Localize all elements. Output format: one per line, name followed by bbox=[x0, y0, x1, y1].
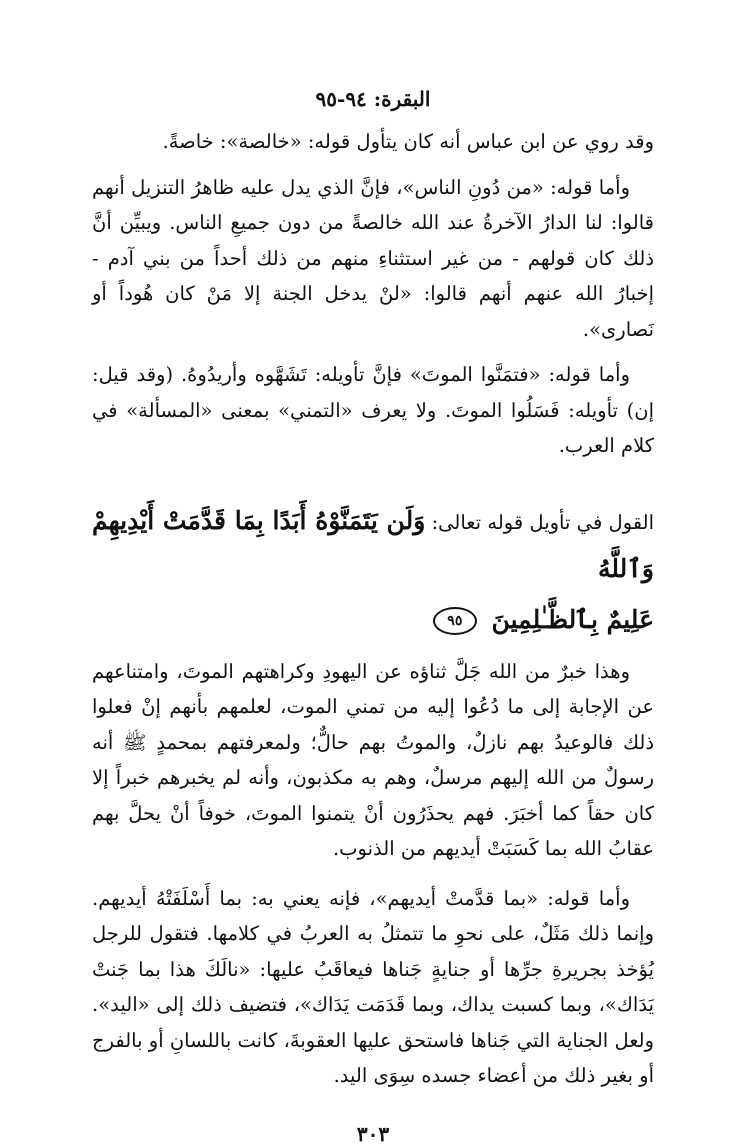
verse-heading-line-1 bbox=[92, 498, 654, 594]
verse-text-part-1: وَلَن يَتَمَنَّوْهُ أَبَدًا بِمَا قَدَّمَتْ أَيْدِيهِمْ وَٱللَّهُ bbox=[92, 505, 654, 583]
book-page bbox=[92, 82, 654, 1146]
paragraph-5: وأما قوله: «بما قدَّمتْ أيديهم»، فإنه يعني به: بما أَسْلَفَتْهُ أيديهم. وإنما ذلك مَثَلٌ، على نحوِ ما تتمثلُ به العربُ في كلامها. فتقول للرجل يُؤخذ بجريرةِ جرِّها أو جنايةٍ جَناها فيعاقَبُ عليها: «نالَكَ هذا بما جَنتْ يَدَاك»، وبما كسبت يداك، وبما قَدَمَت يَدَاك»، فتضيف ذلك إلى «اليد». ولعل الجناية التي جَناها فاستحق عليها العقوبةَ، كانت باللسانِ أو بالفرج أو بغير ذلك من أعضاء جسده سِوَى اليد. bbox=[92, 886, 654, 1087]
verse-text-part-2: عَلِيمٌ بِٱلظَّـٰلِمِينَ bbox=[491, 604, 654, 634]
paragraph-4: وهذا خبرٌ من الله جَلَّ ثناؤه عن اليهودِ وكراهتهم الموتَ، وامتناعهم عن الإجابة إلى ما دُعُوا إليه من تمني الموت، لعلمهم بأنهم إنْ فعلوا ذلك فالوعيدُ بهم نازلٌ، والموتُ بهم حالٌّ؛ ولمعرفتهم بمحمدٍ ﷺ أنه رسولٌ من الله إليهم مرسلٌ، وهم به مكذبون، وأنه لم يخبرهم خبراً إلا كان حقاً كما أخبَرَ. فهم يحذَرُون أنْ يتمنوا الموتَ، خوفاً أنْ يحلَّ بهم عقابُ الله بما كَسَبَتْ أيديهم من الذنوب. bbox=[92, 659, 654, 860]
verse-heading bbox=[92, 498, 654, 646]
heading-intro: القول في تأويل قوله تعالى: bbox=[431, 510, 654, 534]
running-header: البقرة: ٩٤-٩٥ bbox=[315, 87, 431, 111]
ayah-number-mark: ٩٥ bbox=[433, 607, 477, 635]
paragraph-3: وأما قوله: «فتمَنَّوا الموتَ» فإنَّ تأويله: تَشَهَّوه وأريدُوهُ. (وقد قيل: إن) تأويله: فَسَلُوا الموتَ. ولا يعرف «التمني» بمعنى «المسألة» في كلام العرب. bbox=[92, 363, 654, 457]
verse-heading-line-2 bbox=[92, 594, 654, 646]
paragraph-1: وقد روي عن ابن عباس أنه كان يتأول قوله: «خالصة»: خاصةً. bbox=[162, 130, 654, 153]
paragraph-2: وأما قوله: «من دُونِ الناس»، فإنَّ الذي يدل عليه ظاهرُ التنزيل أنهم قالوا: لنا الدارُ الآخرةُ عند الله خالصةً من دون جميعِ الناس. ويبيِّن أنَّ ذلك كان قولهم - من غير استثناءِ منهم من ذلك أحداً من بني آدم - إخبارُ الله عنهم أنهم قالوا: «لنْ يدخل الجنة إلا مَنْ كان هُوداً أو نَصارى». bbox=[92, 175, 654, 341]
page-number: ٣٠٣ bbox=[356, 1121, 390, 1146]
